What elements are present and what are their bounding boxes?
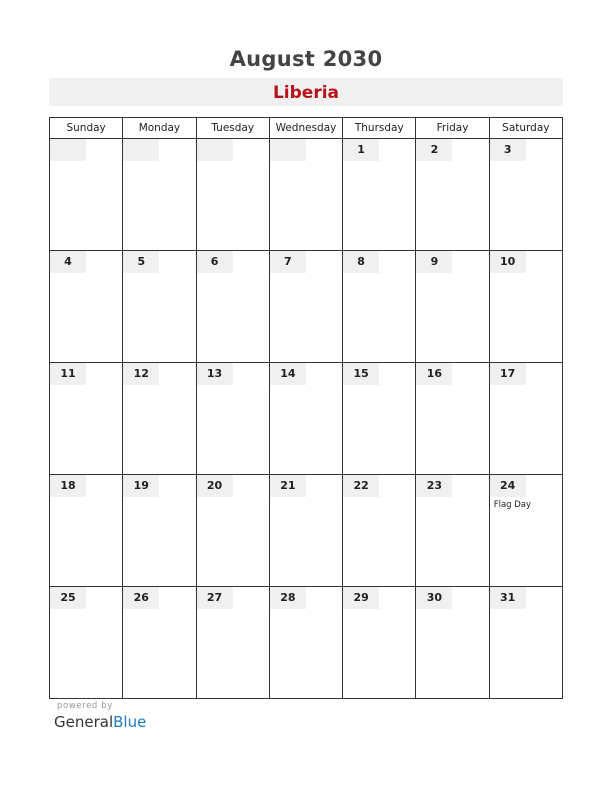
day-number: 11 [50, 363, 86, 385]
day-number: 20 [197, 475, 233, 497]
day-number: 24 [490, 475, 526, 497]
day-cell [269, 139, 342, 251]
day-cell [123, 587, 196, 699]
weekday-tuesday: Tuesday [196, 118, 269, 139]
brand-logo[interactable] [54, 713, 146, 731]
day-number: 15 [343, 363, 379, 385]
weekday-thursday: Thursday [343, 118, 416, 139]
day-number [123, 139, 159, 161]
day-number: 18 [50, 475, 86, 497]
holiday-label: Flag Day [493, 500, 532, 510]
day-cell [489, 475, 562, 587]
day-number: 3 [490, 139, 526, 161]
day-number: 31 [490, 587, 526, 609]
powered-by-text: powered by [57, 701, 113, 711]
day-cell [416, 587, 489, 699]
day-number: 13 [197, 363, 233, 385]
day-cell [123, 139, 196, 251]
day-cell [416, 139, 489, 251]
day-number: 17 [490, 363, 526, 385]
day-number: 5 [123, 251, 159, 273]
day-number: 30 [416, 587, 452, 609]
day-cell [416, 475, 489, 587]
day-cell [489, 587, 562, 699]
day-number: 14 [270, 363, 306, 385]
day-cell [196, 139, 269, 251]
day-cell [416, 251, 489, 363]
day-cell [269, 587, 342, 699]
day-cell [343, 139, 416, 251]
weekday-header-row [50, 118, 563, 139]
day-cell [196, 251, 269, 363]
weekday-wednesday: Wednesday [269, 118, 342, 139]
calendar-title: August 2030 [229, 47, 383, 71]
day-cell [489, 363, 562, 475]
day-cell [343, 363, 416, 475]
day-cell [50, 363, 123, 475]
day-number [197, 139, 233, 161]
day-cell [269, 363, 342, 475]
weekday-saturday: Saturday [489, 118, 562, 139]
day-number: 19 [123, 475, 159, 497]
day-number: 9 [416, 251, 452, 273]
day-number: 6 [197, 251, 233, 273]
day-number: 1 [343, 139, 379, 161]
day-cell [50, 251, 123, 363]
day-number: 27 [197, 587, 233, 609]
day-number: 25 [50, 587, 86, 609]
day-cell [123, 475, 196, 587]
day-cell [50, 587, 123, 699]
day-cell [196, 363, 269, 475]
day-cell [343, 251, 416, 363]
week-row [50, 587, 563, 699]
day-number: 16 [416, 363, 452, 385]
day-cell [343, 587, 416, 699]
weekday-friday: Friday [416, 118, 489, 139]
day-cell [123, 363, 196, 475]
day-number [50, 139, 86, 161]
weekday-sunday: Sunday [50, 118, 123, 139]
day-number: 8 [343, 251, 379, 273]
country-name: Liberia [272, 83, 340, 103]
day-cell [489, 139, 562, 251]
brand-blue: Blue [113, 713, 147, 731]
week-row [50, 475, 563, 587]
day-cell [343, 475, 416, 587]
day-number: 2 [416, 139, 452, 161]
day-number: 21 [270, 475, 306, 497]
day-number: 22 [343, 475, 379, 497]
day-number: 10 [490, 251, 526, 273]
day-cell [123, 251, 196, 363]
day-cell [50, 139, 123, 251]
day-number: 12 [123, 363, 159, 385]
week-row [50, 363, 563, 475]
day-cell [269, 251, 342, 363]
calendar-grid [49, 117, 563, 699]
day-number: 4 [50, 251, 86, 273]
day-cell [196, 475, 269, 587]
week-row [50, 139, 563, 251]
day-cell [50, 475, 123, 587]
day-cell [416, 363, 489, 475]
day-number [270, 139, 306, 161]
brand-general: General [54, 713, 114, 731]
weekday-monday: Monday [123, 118, 196, 139]
day-number: 23 [416, 475, 452, 497]
day-number: 28 [270, 587, 306, 609]
week-row [50, 251, 563, 363]
country-banner [49, 78, 563, 106]
day-number: 26 [123, 587, 159, 609]
day-cell [489, 251, 562, 363]
day-number: 29 [343, 587, 379, 609]
day-cell [269, 475, 342, 587]
day-cell [196, 587, 269, 699]
day-number: 7 [270, 251, 306, 273]
